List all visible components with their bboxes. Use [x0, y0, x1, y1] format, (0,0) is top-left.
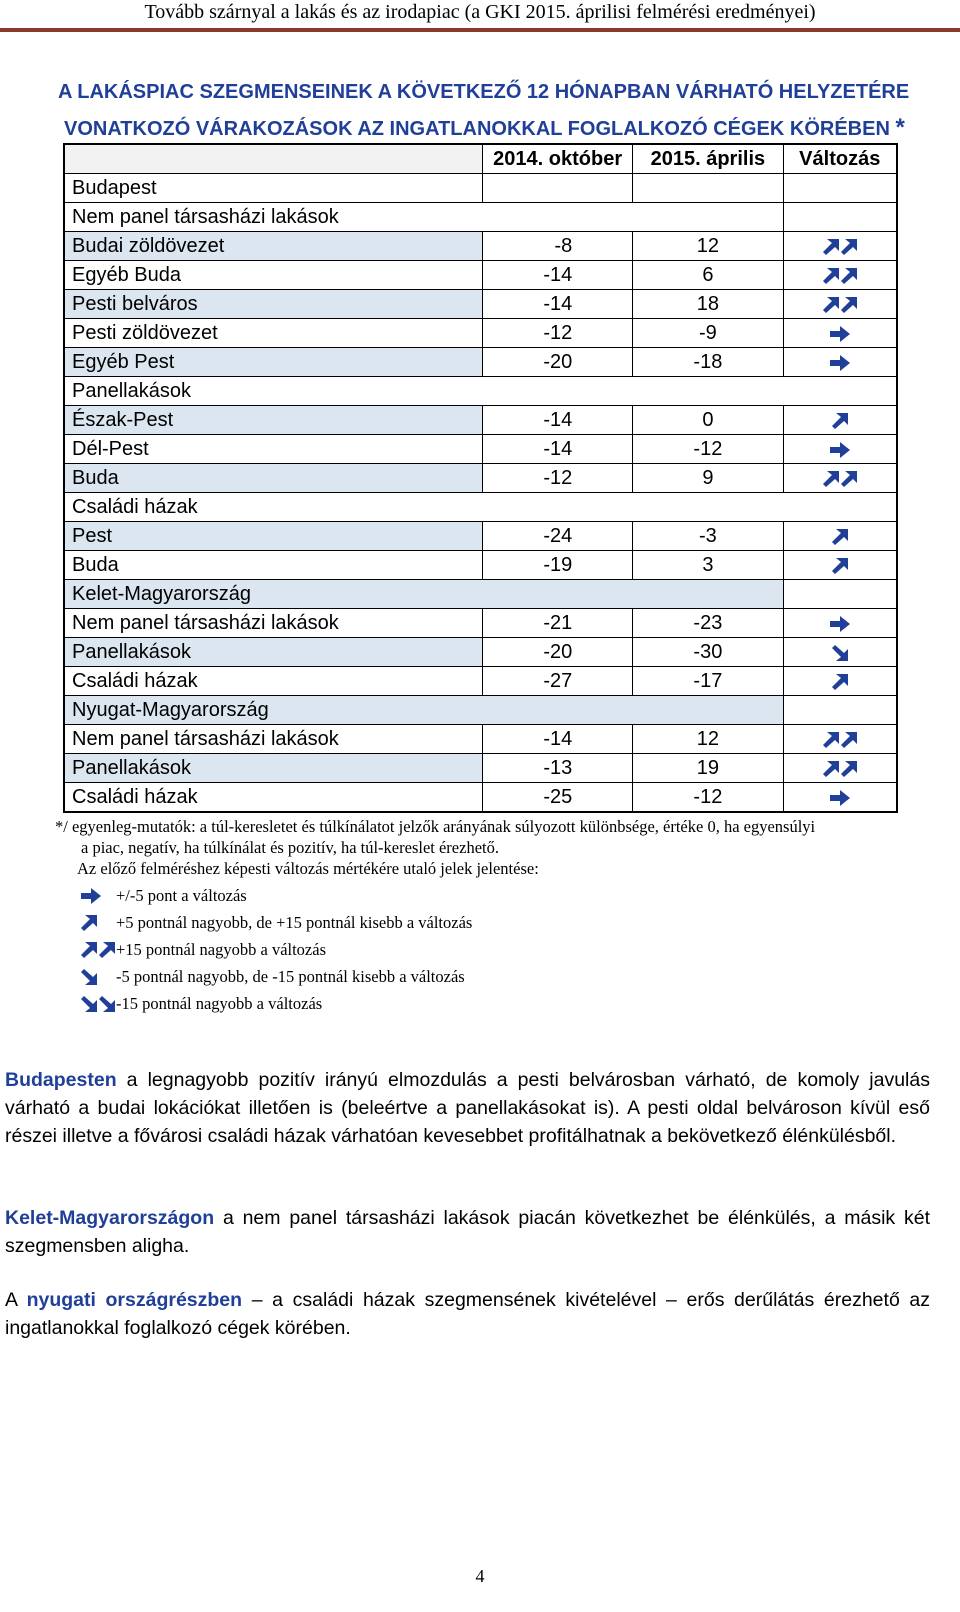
row-label: Nem panel társasházi lakások [64, 725, 483, 754]
row-label: Budai zöldövezet [64, 232, 483, 261]
title-star: * [895, 114, 905, 141]
paragraph-budapest-text: a legnagyobb pozitív irányú elmozdulás a pesti belvárosban várható, de komoly javulás várható a budai lokációkat illetően is (beleértve a panellakásokat is). A pesti oldal belvároson kívül eső részei illetve a fővárosi családi házak várhatóan kevesebbet profitálhatnak a bekövetkező élénkülésből. [5, 1069, 930, 1147]
row-value-2014: -14 [483, 406, 633, 435]
table-row [64, 319, 897, 348]
row-label: Panellakások [64, 377, 897, 406]
row-label: Dél-Pest [64, 435, 483, 464]
legend-text: -15 pontnál nagyobb a változás [116, 993, 323, 1013]
row-value-2015: 12 [633, 232, 783, 261]
row-value-2014: -14 [483, 435, 633, 464]
row-change-up-arrow-icon [783, 522, 897, 551]
row-value-2014: -20 [483, 348, 633, 377]
title-line-2-text: VONATKOZÓ VÁRAKOZÁSOK AZ INGATLANOKKAL FOGLALKOZÓ CÉGEK KÖRÉBEN [64, 118, 890, 140]
header-col-change: Változás [783, 144, 897, 174]
table-row [64, 609, 897, 638]
row-change-up-arrow-icon [783, 551, 897, 580]
table-row [64, 377, 897, 406]
legend-item [80, 990, 472, 1017]
row-label: Pest [64, 522, 483, 551]
table-row [64, 261, 897, 290]
table-row [64, 174, 897, 203]
table-title [58, 74, 938, 147]
row-value-2015: 3 [633, 551, 783, 580]
header-rule [0, 28, 960, 32]
table-row [64, 696, 897, 725]
table-row [64, 725, 897, 754]
row-change-right-arrow-icon [783, 348, 897, 377]
table-row [64, 232, 897, 261]
row-value-2015: -30 [633, 638, 783, 667]
legend-item [80, 909, 472, 936]
row-value-2015: 18 [633, 290, 783, 319]
row-change-up-arrow-icon [783, 406, 897, 435]
table-row [64, 638, 897, 667]
right-arrow-icon [80, 887, 116, 905]
row-label: Egyéb Buda [64, 261, 483, 290]
row-label: Buda [64, 551, 483, 580]
row-value-2015: -17 [633, 667, 783, 696]
row-value-2014: -19 [483, 551, 633, 580]
paragraph-kelet [5, 1204, 930, 1260]
row-value-2015: -3 [633, 522, 783, 551]
row-value-2015: 6 [633, 261, 783, 290]
row-change-double-up-arrow-icon [783, 754, 897, 783]
table-row [64, 406, 897, 435]
table-row [64, 522, 897, 551]
row-label: Családi házak [64, 493, 897, 522]
table-row [64, 493, 897, 522]
row-value-2015: 0 [633, 406, 783, 435]
row-label: Kelet-Magyarország [64, 580, 783, 609]
row-label: Észak-Pest [64, 406, 483, 435]
row-value-2014: -12 [483, 319, 633, 348]
row-value-2015: 19 [633, 754, 783, 783]
row-value-2015: -18 [633, 348, 783, 377]
expectations-table [63, 143, 898, 813]
row-label: Nem panel társasházi lakások [64, 203, 783, 232]
row-change-double-up-arrow-icon [783, 232, 897, 261]
table-body [64, 144, 897, 812]
row-change-double-up-arrow-icon [783, 290, 897, 319]
legend-text: +/-5 pont a változás [116, 885, 247, 905]
table-row [64, 551, 897, 580]
row-label: Budapest [64, 174, 483, 203]
paragraph-nyugat [5, 1286, 930, 1342]
title-line-1: A LAKÁSPIAC SZEGMENSEINEK A KÖVETKEZŐ 12 HÓNAPBAN VÁRHATÓ HELYZETÉRE [58, 81, 910, 103]
row-label: Pesti belváros [64, 290, 483, 319]
row-value-2014: -14 [483, 261, 633, 290]
row-label: Panellakások [64, 754, 483, 783]
table-row [64, 667, 897, 696]
row-label: Pesti zöldövezet [64, 319, 483, 348]
legend-text: +15 pontnál nagyobb a változás [116, 939, 327, 959]
row-label: Családi házak [64, 783, 483, 813]
table-row [64, 464, 897, 493]
row-value-2015: 12 [633, 725, 783, 754]
row-change-double-up-arrow-icon [783, 725, 897, 754]
row-label: Nem panel társasházi lakások [64, 609, 483, 638]
legend-text: -5 pontnál nagyobb, de -15 pontnál kisebb a változás [116, 966, 465, 986]
table-row [64, 580, 897, 609]
row-change-right-arrow-icon [783, 609, 897, 638]
paragraph-nyugat-highlight: nyugati országrészben [26, 1289, 243, 1311]
row-change-right-arrow-icon [783, 435, 897, 464]
legend-item [80, 963, 472, 990]
footnote-line-1: */ egyenleg-mutatók: a túl-keresletet és túlkínálatot jelzők arányának súlyozott különbsége, értéke 0, ha egyensúlyi [55, 817, 816, 836]
table-header-row [64, 144, 897, 174]
row-value-2014: -8 [483, 232, 633, 261]
row-change-double-up-arrow-icon [783, 464, 897, 493]
paragraph-nyugat-prefix: A [5, 1289, 27, 1311]
up-arrow-icon [80, 914, 116, 932]
footnote-line-2: a piac, negatív, ha túlkínálat és pozitív, ha túl-kereslet érezhető. [81, 838, 499, 857]
row-value-2015: -12 [633, 783, 783, 813]
table-row [64, 435, 897, 464]
row-2014-empty [483, 174, 633, 203]
legend-item [80, 882, 472, 909]
table-row [64, 203, 897, 232]
row-change-empty [783, 174, 897, 203]
table-row [64, 754, 897, 783]
row-change-up-arrow-icon [783, 667, 897, 696]
legend-item [80, 936, 472, 963]
row-change-down-arrow-icon [783, 638, 897, 667]
header-col-2015: 2015. április [633, 144, 783, 174]
row-value-2014: -21 [483, 609, 633, 638]
row-2015-empty [633, 174, 783, 203]
row-label: Panellakások [64, 638, 483, 667]
paragraph-nyugat-text: – a családi házak szegmensének kivételével – erős derűlátás érezhető az ingatlanokkal foglalkozó cégek körében. [5, 1289, 930, 1339]
paragraph-kelet-highlight: Kelet-Magyarországon [5, 1207, 215, 1229]
row-value-2015: -12 [633, 435, 783, 464]
row-change-empty [783, 203, 897, 232]
row-value-2015: 9 [633, 464, 783, 493]
row-value-2014: -12 [483, 464, 633, 493]
page-header-text: Tovább szárnyal a lakás és az irodapiac (a GKI 2015. áprilisi felmérési eredményei) [144, 1, 816, 23]
arrow-legend [80, 882, 472, 1017]
footnote [55, 816, 935, 879]
page-number: 4 [475, 1566, 485, 1586]
header-empty-cell [64, 144, 483, 174]
legend-text: +5 pontnál nagyobb, de +15 pontnál kisebb a változás [116, 912, 473, 932]
row-change-empty [783, 696, 897, 725]
table-row [64, 783, 897, 813]
row-value-2015: -9 [633, 319, 783, 348]
row-value-2014: -27 [483, 667, 633, 696]
header-col-2014: 2014. október [483, 144, 633, 174]
title-line-2 [58, 110, 938, 147]
row-value-2014: -14 [483, 290, 633, 319]
row-change-double-up-arrow-icon [783, 261, 897, 290]
row-label: Nyugat-Magyarország [64, 696, 783, 725]
down-arrow-icon [80, 968, 116, 986]
double-up-arrow-icon [80, 941, 116, 959]
row-value-2014: -14 [483, 725, 633, 754]
paragraph-budapest [5, 1066, 930, 1150]
row-change-right-arrow-icon [783, 783, 897, 813]
row-value-2014: -20 [483, 638, 633, 667]
row-change-right-arrow-icon [783, 319, 897, 348]
paragraph-budapest-highlight: Budapesten [5, 1069, 117, 1091]
row-value-2015: -23 [633, 609, 783, 638]
table-row [64, 348, 897, 377]
table-row [64, 290, 897, 319]
row-label: Egyéb Pest [64, 348, 483, 377]
row-value-2014: -25 [483, 783, 633, 813]
row-change-empty [783, 580, 897, 609]
row-label: Buda [64, 464, 483, 493]
paragraph-kelet-text: a nem panel társasházi lakások piacán következhet be élénkülés, a másik két szegmensben aligha. [5, 1207, 930, 1257]
row-label: Családi házak [64, 667, 483, 696]
double-down-arrow-icon [80, 995, 116, 1013]
row-value-2014: -24 [483, 522, 633, 551]
footnote-line-3: Az előző felméréshez képesti változás mértékére utaló jelek jelentése: [77, 859, 539, 878]
row-value-2014: -13 [483, 754, 633, 783]
